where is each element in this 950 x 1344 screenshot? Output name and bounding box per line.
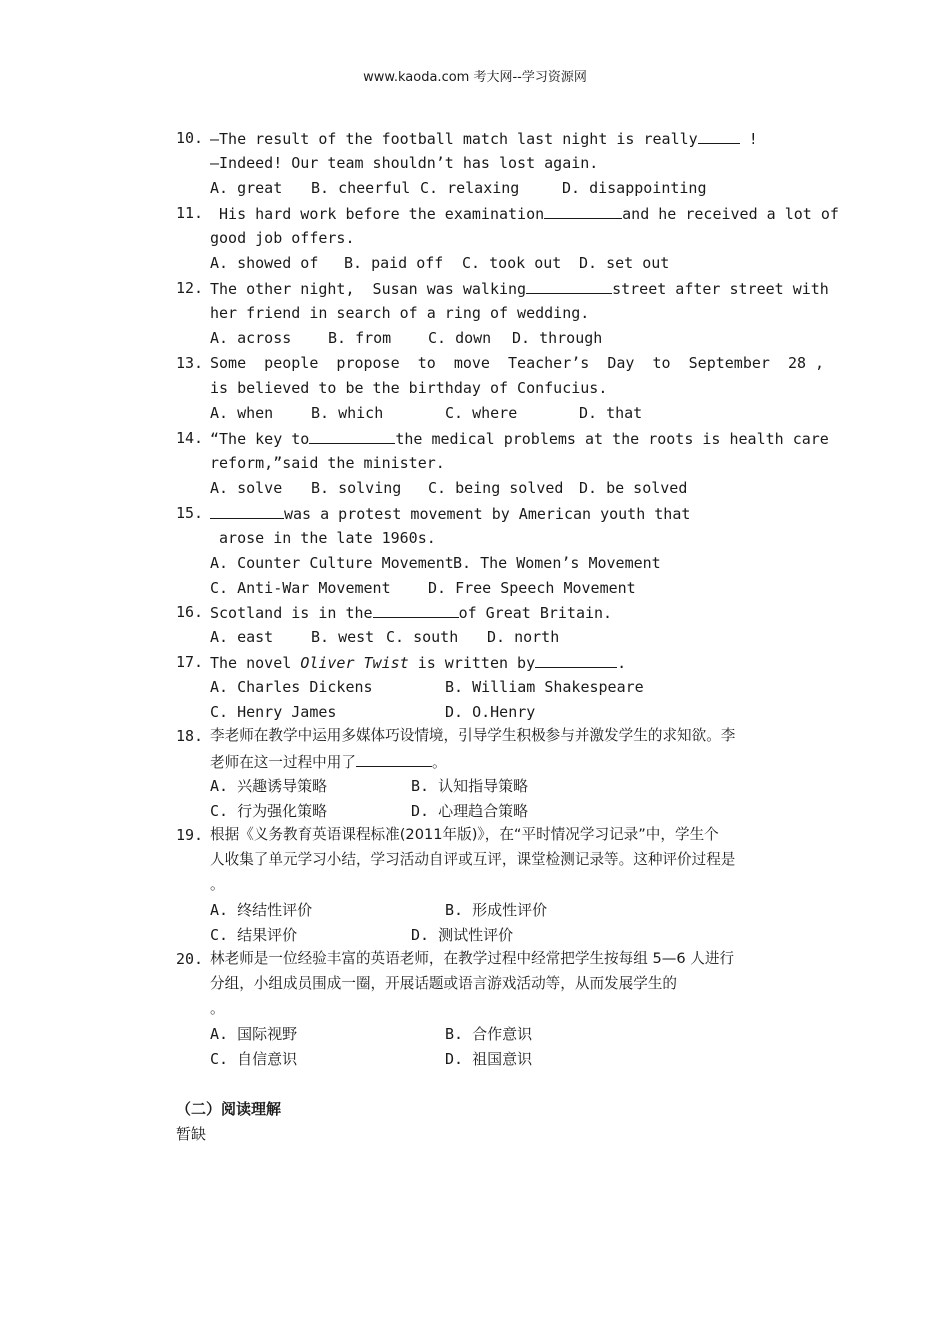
option-c: C. Anti-War Movement [210,579,391,597]
option-a: A. when [210,404,274,422]
page-header: www.kaoda.com 考大网--学习资源网 [363,70,587,85]
question-line: Some people propose to move Teacher’s Day to September 28 , [210,354,825,372]
section-title: （二）阅读理解 [176,1100,282,1118]
option-b: B. which [311,404,384,422]
option-b: B. William Shakespeare [445,678,644,696]
question-line: her friend in search of a ring of wedding. [210,304,590,322]
question-line: arose in the late 1960s. [210,529,436,547]
question-line: The other night, Susan was walking street after street with [210,280,829,298]
option-c: C. relaxing [420,179,520,197]
question-line: is believed to be the birthday of Confucius. [210,379,608,397]
option-a: A. Counter Culture Movement [210,554,454,572]
option-b: B. west [311,628,375,646]
question-line: 李老师在教学中运用多媒体巧设情境，引导学生积极参与并激发学生的求知欲。李 [210,727,736,744]
section-note: 暂缺 [176,1125,207,1143]
option-a: A. across [210,329,292,347]
option-d: D. 祖国意识 [445,1050,533,1068]
option-c: C. 自信意识 [210,1050,298,1068]
option-b: B. cheerful [311,179,411,197]
question-line: 林老师是一位经验丰富的英语老师，在教学过程中经常把学生按每组 5—6 人进行 [210,950,735,967]
option-d: D. be solved [579,479,688,497]
option-d: D. 心理趋合策略 [411,802,529,820]
option-b: B. 合作意识 [445,1025,533,1043]
option-a: A. 兴趣诱导策略 [210,777,328,795]
question-line: Scotland is in the of Great Britain. [210,604,613,622]
question-number: 17. [176,653,204,671]
option-d: D. O.Henry [445,703,536,721]
question-line: —The result of the football match last night is really ! [210,130,758,148]
option-c: C. 结果评价 [210,926,298,944]
question-number: 16. [176,603,204,621]
option-c: C. where [445,404,518,422]
option-c: C. 行为强化策略 [210,802,328,820]
option-d: D. 测试性评价 [411,926,514,944]
question-number: 11. [176,204,204,222]
question-line: reform,”said the minister. [210,454,445,472]
option-a: A. 国际视野 [210,1025,298,1043]
question-line: “The key to the medical problems at the roots is health care [210,430,829,448]
option-b: B. solving [311,479,402,497]
question-line: 老师在这一过程中用了 。 [210,751,447,773]
option-a: A. solve [210,479,283,497]
option-d: D. Free Speech Movement [428,579,636,597]
option-b: B. 形成性评价 [445,901,548,919]
question-line: 。 [210,876,225,893]
option-b: B. paid off [344,254,444,272]
question-number: 14. [176,429,204,447]
question-line: 分组，小组成员围成一圈，开展话题或语言游戏活动等，从而发展学生的 [210,975,678,992]
question-number: 13. [176,354,204,372]
option-a: A. Charles Dickens [210,678,373,696]
question-number: 12. [176,279,204,297]
option-c: C. south [386,628,459,646]
option-d: D. through [512,329,603,347]
option-c: C. Henry James [210,703,337,721]
option-c: C. took out [462,254,562,272]
option-d: D. north [487,628,560,646]
option-b: B. from [328,329,392,347]
question-line: The novel Oliver Twist is written by . [210,654,627,672]
question-number: 20. [176,950,204,968]
question-line: 人收集了单元学习小结，学习活动自评或互评，课堂检测记录等。这种评价过程是 [210,851,736,868]
option-c: C. down [428,329,492,347]
question-number: 10. [176,129,204,147]
question-line: 根据《义务教育英语课程标准(2011年版)》，在“平时情况学习记录”中，学生个 [210,826,719,843]
option-d: D. set out [579,254,670,272]
question-line: His hard work before the examination and he received a lot of [210,205,839,223]
option-a: A. east [210,628,274,646]
option-d: D. disappointing [562,179,707,197]
question-line: good job offers. [210,229,355,247]
question-line: 。 [210,1000,225,1017]
option-a: A. great [210,179,283,197]
question-line: —Indeed! Our team shouldn’t has lost again. [210,154,599,172]
option-b: B. 认知指导策略 [411,777,529,795]
option-d: D. that [579,404,643,422]
option-a: A. showed of [210,254,319,272]
option-c: C. being solved [428,479,564,497]
question-number: 18. [176,727,204,745]
question-number: 15. [176,504,204,522]
option-a: A. 终结性评价 [210,901,313,919]
question-line: was a protest movement by American youth that [210,503,690,524]
option-b: B. The Women’s Movement [453,554,661,572]
question-number: 19. [176,826,204,844]
